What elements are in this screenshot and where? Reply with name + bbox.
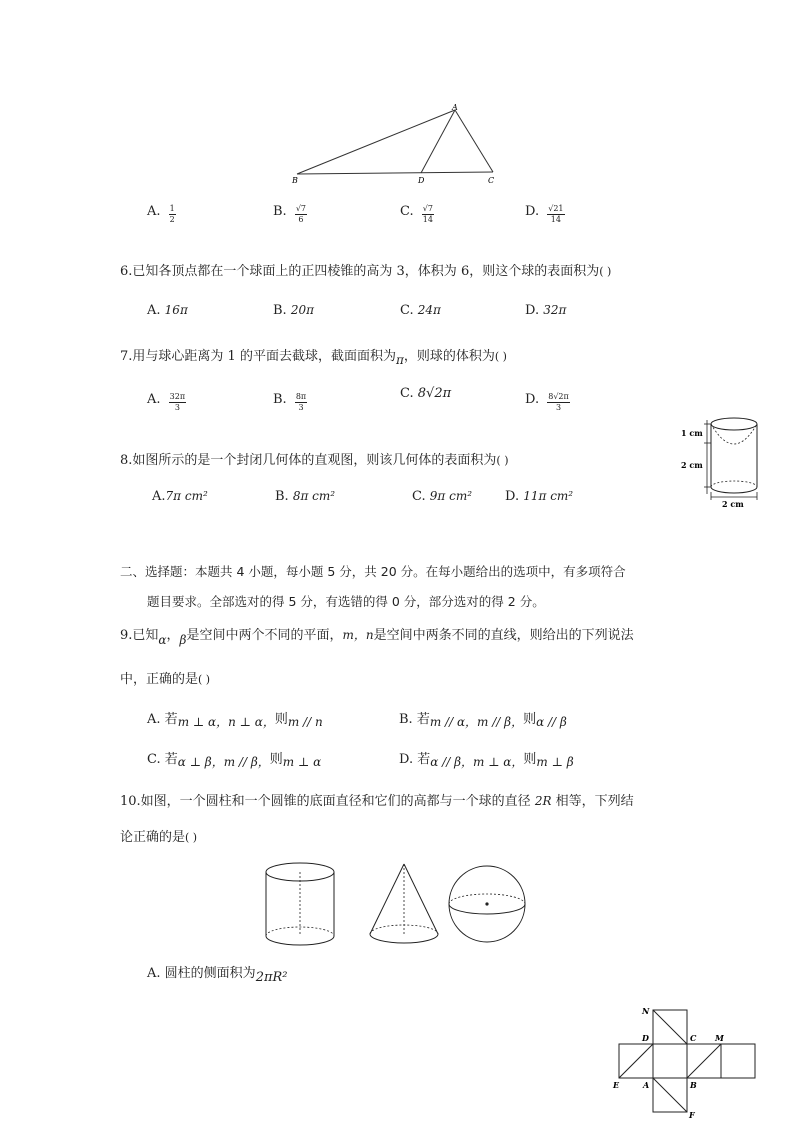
- label-m: M: [715, 1033, 724, 1043]
- q6-option-b[interactable]: B. 20π: [273, 303, 314, 318]
- q8-option-a[interactable]: A.7π cm²: [152, 489, 208, 504]
- q5-option-b[interactable]: B. $\frac{√7}{6}$: [273, 204, 307, 224]
- q7-option-d[interactable]: D. $\frac{8√2\pi}{3}$: [525, 392, 569, 412]
- q5-option-c[interactable]: C. $\frac{√7}{14}$: [400, 204, 433, 224]
- q10-stem-line1: 10.如图，一个圆柱和一个圆锥的底面直径和它们的高都与一个球的直径 2R 相等，下列结: [120, 794, 634, 809]
- q9-stem-line1: 9.已知α，β是空间中两个不同的平面，m，n是空间中两条不同的直线，则给出的下列说法: [120, 628, 634, 647]
- triangle-figure: [285, 100, 505, 188]
- label-a: A: [452, 103, 458, 112]
- label-2cm-height: 2 cm: [681, 460, 703, 470]
- q5-option-a[interactable]: A. $\frac{1}{2}$: [147, 204, 175, 224]
- label-d: D: [642, 1033, 649, 1043]
- q8-cylinder-figure: [676, 412, 766, 512]
- q5-option-d[interactable]: D. $\frac{√21}{14}$: [525, 204, 564, 224]
- label-c: C: [488, 176, 495, 185]
- q6-stem: 6.已知各顶点都在一个球面上的正四棱锥的高为 3，体积为 6，则这个球的表面积为( ): [120, 264, 612, 279]
- q7-option-a[interactable]: A. $\frac{32\pi}{3}$: [147, 392, 186, 412]
- q10-stem-line2: 论正确的是( ): [120, 830, 198, 845]
- label-f: F: [689, 1110, 695, 1120]
- section2-heading-cont: 题目要求。全部选对的得 5 分，有选错的得 0 分，部分选对的得 2 分。: [147, 594, 545, 609]
- label-b: B: [690, 1080, 697, 1090]
- q9-option-d[interactable]: D. 若α // β，m ⊥ α，则m ⊥ β: [399, 752, 574, 769]
- q8-option-b[interactable]: B. 8π cm²: [275, 489, 336, 504]
- label-1cm: 1 cm: [681, 428, 703, 438]
- q7-option-b[interactable]: B. $\frac{8\pi}{3}$: [273, 392, 307, 412]
- q10-option-a[interactable]: A. 圆柱的侧面积为2πR²: [147, 966, 288, 985]
- q8-stem: 8.如图所示的是一个封闭几何体的直观图，则该几何体的表面积为( ): [120, 453, 509, 468]
- label-b: B: [292, 176, 298, 185]
- q6-option-d[interactable]: D. 32π: [525, 303, 567, 318]
- q7-stem: 7.用与球心距离为 1 的平面去截球，截面面积为π，则球的体积为( ): [120, 349, 507, 367]
- q8-option-d[interactable]: D. 11π cm²: [505, 489, 574, 504]
- label-n: N: [642, 1006, 650, 1016]
- section2-heading: 二、选择题：本题共 4 小题，每小题 5 分，共 20 分。在每小题给出的选项中，有多项符合: [120, 564, 626, 579]
- q6-option-c[interactable]: C. 24π: [400, 303, 441, 318]
- label-d: D: [418, 176, 425, 185]
- q6-option-a[interactable]: A. 16π: [147, 303, 188, 318]
- q9-stem-line2: 中，正确的是( ): [120, 672, 211, 687]
- label-c: C: [690, 1033, 697, 1043]
- q9-option-b[interactable]: B. 若m // α，m // β，则α // β: [399, 712, 567, 729]
- q10-solids-figure: [258, 858, 538, 950]
- label-a: A: [643, 1080, 650, 1090]
- net-figure: [605, 1004, 775, 1120]
- q9-option-c[interactable]: C. 若α ⊥ β，m // β，则m ⊥ α: [147, 752, 322, 769]
- label-2cm-diameter: 2 cm: [722, 499, 744, 509]
- q8-option-c[interactable]: C. 9π cm²: [412, 489, 473, 504]
- q9-option-a[interactable]: A. 若m ⊥ α，n ⊥ α，则m // n: [147, 712, 323, 729]
- label-e: E: [613, 1080, 620, 1090]
- q7-option-c[interactable]: C. 8√2π: [400, 386, 452, 401]
